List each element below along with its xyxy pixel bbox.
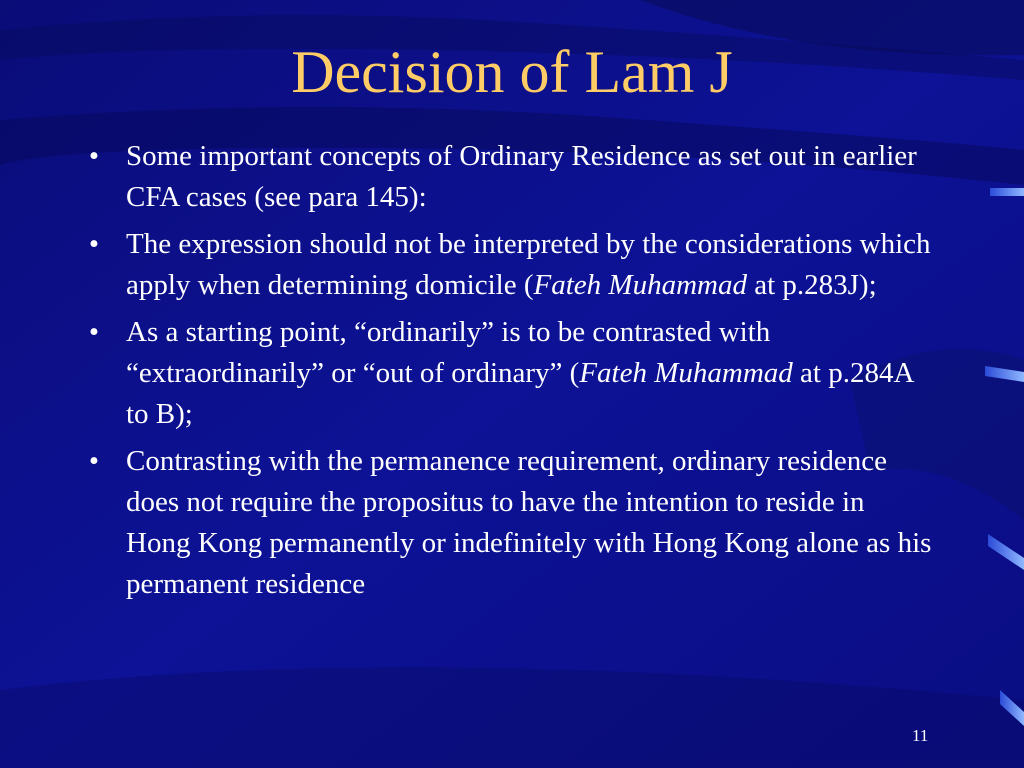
bullet-text: Contrasting with the permanence requirement, ordinary residence does not require the propositus to have the intention to reside in Hong Kong permanently or indefinitely with Hong Kong alone as his permanent residence	[126, 445, 932, 600]
bullet-text-tail: at p.284A to B);	[126, 357, 913, 430]
bullet-text: As a starting point, “ordinarily” is to be contrasted with “extraordinarily” or “out of ordinary” (	[126, 316, 771, 389]
case-citation: Fateh Muhammad	[579, 357, 793, 389]
bullet-list	[84, 136, 934, 611]
page-number: 11	[912, 726, 929, 745]
bullet-item	[84, 136, 934, 218]
bullet-icon: •	[88, 316, 100, 348]
bullet-item	[84, 441, 934, 605]
bullet-text: Some important concepts of Ordinary Residence as set out in earlier CFA cases (see para 145):	[126, 140, 917, 213]
bullet-icon: •	[88, 228, 100, 260]
bullet-text: The expression should not be interpreted by the considerations which apply when determining domicile (	[126, 228, 931, 301]
slide-title: Decision of Lam J	[291, 39, 733, 105]
bullet-item	[84, 224, 934, 306]
bullet-icon: •	[88, 140, 100, 172]
bullet-text-tail: at p.283J);	[746, 269, 877, 301]
bullet-icon: •	[88, 445, 100, 477]
case-citation: Fateh Muhammad	[533, 269, 747, 301]
bullet-item	[84, 312, 934, 435]
